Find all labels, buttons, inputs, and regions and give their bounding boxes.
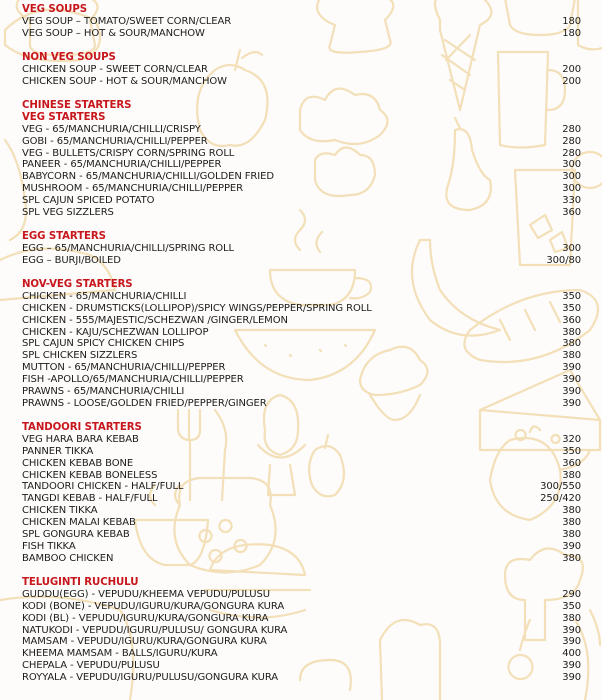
item-price: 400 — [562, 648, 581, 660]
menu-item — [22, 625, 581, 637]
menu-item — [22, 589, 581, 601]
section-egg-starters — [22, 231, 581, 267]
menu-item — [22, 386, 581, 398]
menu-item — [22, 207, 581, 219]
item-name: CHICKEN - 65/MANCHURIA/CHILLI — [22, 290, 187, 302]
item-name: KODI (BONE) - VEPUDU/IGURU/KURA/GONGURA KURA — [22, 600, 285, 612]
menu-item — [22, 243, 581, 255]
item-name: GOBI - 65/MANCHURIA/CHILLI/PEPPER — [22, 135, 208, 147]
item-name: PRAWNS - 65/MANCHURIA/CHILLI — [22, 386, 185, 398]
item-price: 350 — [562, 290, 581, 302]
menu-item — [22, 636, 581, 648]
item-name: VEG SOUP – HOT & SOUR/MANCHOW — [22, 27, 205, 39]
menu-item — [22, 291, 581, 303]
item-name: CHICKEN TIKKA — [22, 505, 98, 517]
item-name: SPL CAJUN SPICY CHICKEN CHIPS — [22, 338, 185, 350]
section-non-veg-soups — [22, 52, 581, 88]
item-price: 390 — [562, 624, 581, 636]
menu-item — [22, 446, 581, 458]
item-price: 380 — [562, 529, 581, 541]
item-price: 380 — [562, 552, 581, 564]
menu-item — [22, 672, 581, 684]
item-name: ROYYALA - VEPUDU/IGURU/PULUSU/GONGURA KURA — [22, 672, 279, 684]
menu-item — [22, 470, 581, 482]
item-name: BABYCORN - 65/MANCHURIA/CHILLI/GOLDEN FRIED — [22, 171, 274, 183]
item-price: 290 — [562, 588, 581, 600]
item-name: CHEPALA - VEPUDU/PULUSU — [22, 660, 160, 672]
menu-item — [22, 458, 581, 470]
item-price: 390 — [562, 636, 581, 648]
item-price: 380 — [562, 612, 581, 624]
item-price: 200 — [562, 63, 581, 75]
section-heading: TANDOORI STARTERS — [22, 422, 142, 433]
item-name: KHEEMA MAMSAM - BALLS/IGURU/KURA — [22, 648, 218, 660]
menu-item — [22, 16, 581, 28]
section-subheading: VEG STARTERS — [22, 111, 106, 123]
item-name: CHICKEN KEBAB BONELESS — [22, 469, 158, 481]
menu-item — [22, 64, 581, 76]
item-name: NATUKODI - VEPUDU/IGURU/PULUSU/ GONGURA KURA — [22, 624, 288, 636]
item-price: 300 — [562, 171, 581, 183]
menu-item — [22, 553, 581, 565]
item-price: 180 — [562, 27, 581, 39]
item-name: CHICKEN SOUP - SWEET CORN/CLEAR — [22, 63, 208, 75]
section-veg-soups — [22, 4, 581, 40]
menu-item — [22, 159, 581, 171]
section-tandoori-starters — [22, 422, 581, 565]
item-price: 360 — [562, 314, 581, 326]
item-name: SPL VEG SIZZLERS — [22, 207, 114, 219]
item-price: 330 — [562, 195, 581, 207]
item-price: 380 — [562, 326, 581, 338]
item-name: CHICKEN - 555/MAJESTIC/SCHEZWAN /GINGER/LEMON — [22, 314, 288, 326]
item-name: VEG HARA BARA KEBAB — [22, 433, 139, 445]
menu-item — [22, 374, 581, 386]
item-price: 300/80 — [546, 254, 581, 266]
section-teluginti-ruchulu — [22, 577, 581, 684]
menu-item — [22, 136, 581, 148]
item-price: 300 — [562, 242, 581, 254]
item-name: BAMBOO CHICKEN — [22, 552, 114, 564]
section-heading: CHINESE STARTERS — [22, 100, 132, 111]
section-heading: NON VEG SOUPS — [22, 52, 116, 63]
section-non-veg-starters — [22, 279, 581, 410]
item-price: 390 — [562, 386, 581, 398]
menu-item — [22, 541, 581, 553]
menu-item — [22, 398, 581, 410]
menu-item — [22, 434, 581, 446]
item-name: PRAWNS - LOOSE/GOLDEN FRIED/PEPPER/GINGER — [22, 397, 267, 409]
item-price: 280 — [562, 135, 581, 147]
item-price: 280 — [562, 147, 581, 159]
menu-item — [22, 124, 581, 136]
item-price: 390 — [562, 362, 581, 374]
item-name: VEG - 65/MANCHURIA/CHILLI/CRISPY — [22, 123, 201, 135]
menu-item — [22, 601, 581, 613]
menu-item — [22, 303, 581, 315]
menu-item — [22, 481, 581, 493]
item-name: KODI (BL) - VEPUDU/IGURU/KURA/GONGURA KURA — [22, 612, 269, 624]
item-name: CHICKEN KEBAB BONE — [22, 457, 134, 469]
item-price: 350 — [562, 445, 581, 457]
section-chinese-veg-starters — [22, 100, 581, 219]
section-heading: TELUGINTI RUCHULU — [22, 577, 139, 588]
menu-item — [22, 315, 581, 327]
menu-item — [22, 505, 581, 517]
menu-item — [22, 183, 581, 195]
menu-item — [22, 493, 581, 505]
jar-doodle-icon — [578, 0, 602, 49]
menu-item — [22, 648, 581, 660]
item-price: 360 — [562, 207, 581, 219]
item-name: PANEER - 65/MANCHURIA/CHILLI/PEPPER — [22, 159, 222, 171]
section-heading: VEG SOUPS — [22, 4, 87, 15]
section-heading: EGG STARTERS — [22, 231, 106, 242]
item-name: GUDDU(EGG) - VEPUDU/KHEEMA VEPUDU/PULUSU — [22, 588, 270, 600]
item-price: 250/420 — [540, 493, 581, 505]
item-name: CHICKEN SOUP - HOT & SOUR/MANCHOW — [22, 75, 227, 87]
item-price: 380 — [562, 469, 581, 481]
menu-item — [22, 195, 581, 207]
item-price: 380 — [562, 338, 581, 350]
menu-item — [22, 28, 581, 40]
item-name: EGG – BURJI/BOILED — [22, 254, 121, 266]
menu-item — [22, 660, 581, 672]
menu-item — [22, 350, 581, 362]
menu-item — [22, 613, 581, 625]
item-name: SPL CAJUN SPICED POTATO — [22, 195, 155, 207]
item-name: MUTTON - 65/MANCHURIA/CHILLI/PEPPER — [22, 362, 226, 374]
item-price: 350 — [562, 600, 581, 612]
item-name: MUSHROOM - 65/MANCHURIA/CHILLI/PEPPER — [22, 183, 243, 195]
item-name: VEG SOUP – TOMATO/SWEET CORN/CLEAR — [22, 15, 232, 27]
menu-item — [22, 171, 581, 183]
item-name: FISH -APOLLO/65/MANCHURIA/CHILLI/PEPPER — [22, 374, 244, 386]
menu-item — [22, 517, 581, 529]
item-name: SPL CHICKEN SIZZLERS — [22, 350, 138, 362]
item-price: 380 — [562, 350, 581, 362]
item-name: TANGDI KEBAB - HALF/FULL — [22, 493, 158, 505]
item-price: 380 — [562, 505, 581, 517]
menu-item — [22, 362, 581, 374]
item-name: MAMSAM - VEPUDU/IGURU/KURA/GONGURA KURA — [22, 636, 267, 648]
menu-item — [22, 76, 581, 88]
item-price: 390 — [562, 374, 581, 386]
menu-item — [22, 529, 581, 541]
item-price: 320 — [562, 433, 581, 445]
item-name: CHICKEN MALAI KEBAB — [22, 517, 136, 529]
item-price: 390 — [562, 397, 581, 409]
item-name: PANNER TIKKA — [22, 445, 94, 457]
item-name: CHICKEN - KAJU/SCHEZWAN LOLLIPOP — [22, 326, 209, 338]
item-price: 200 — [562, 75, 581, 87]
item-name: CHICKEN - DRUMSTICKS(LOLLIPOP)/SPICY WINGS/PEPPER/SPRING ROLL — [22, 302, 372, 314]
item-price: 300/550 — [540, 481, 581, 493]
item-price: 350 — [562, 302, 581, 314]
menu-item — [22, 327, 581, 339]
item-price: 280 — [562, 123, 581, 135]
item-price: 390 — [562, 660, 581, 672]
item-name: EGG – 65/MANCHURIA/CHILLI/SPRING ROLL — [22, 242, 235, 254]
menu-item — [22, 338, 581, 350]
item-price: 390 — [562, 672, 581, 684]
item-name: TANDOORI CHICKEN - HALF/FULL — [22, 481, 184, 493]
item-price: 360 — [562, 457, 581, 469]
item-name: VEG - BULLETS/CRISPY CORN/SPRING ROLL — [22, 147, 235, 159]
item-price: 300 — [562, 183, 581, 195]
item-name: SPL GONGURA KEBAB — [22, 529, 130, 541]
item-name: FISH TIKKA — [22, 540, 76, 552]
item-price: 390 — [562, 540, 581, 552]
item-price: 180 — [562, 15, 581, 27]
menu-item — [22, 255, 581, 267]
section-heading: NOV-VEG STARTERS — [22, 279, 133, 290]
item-price: 380 — [562, 517, 581, 529]
menu-item — [22, 148, 581, 160]
item-price: 300 — [562, 159, 581, 171]
